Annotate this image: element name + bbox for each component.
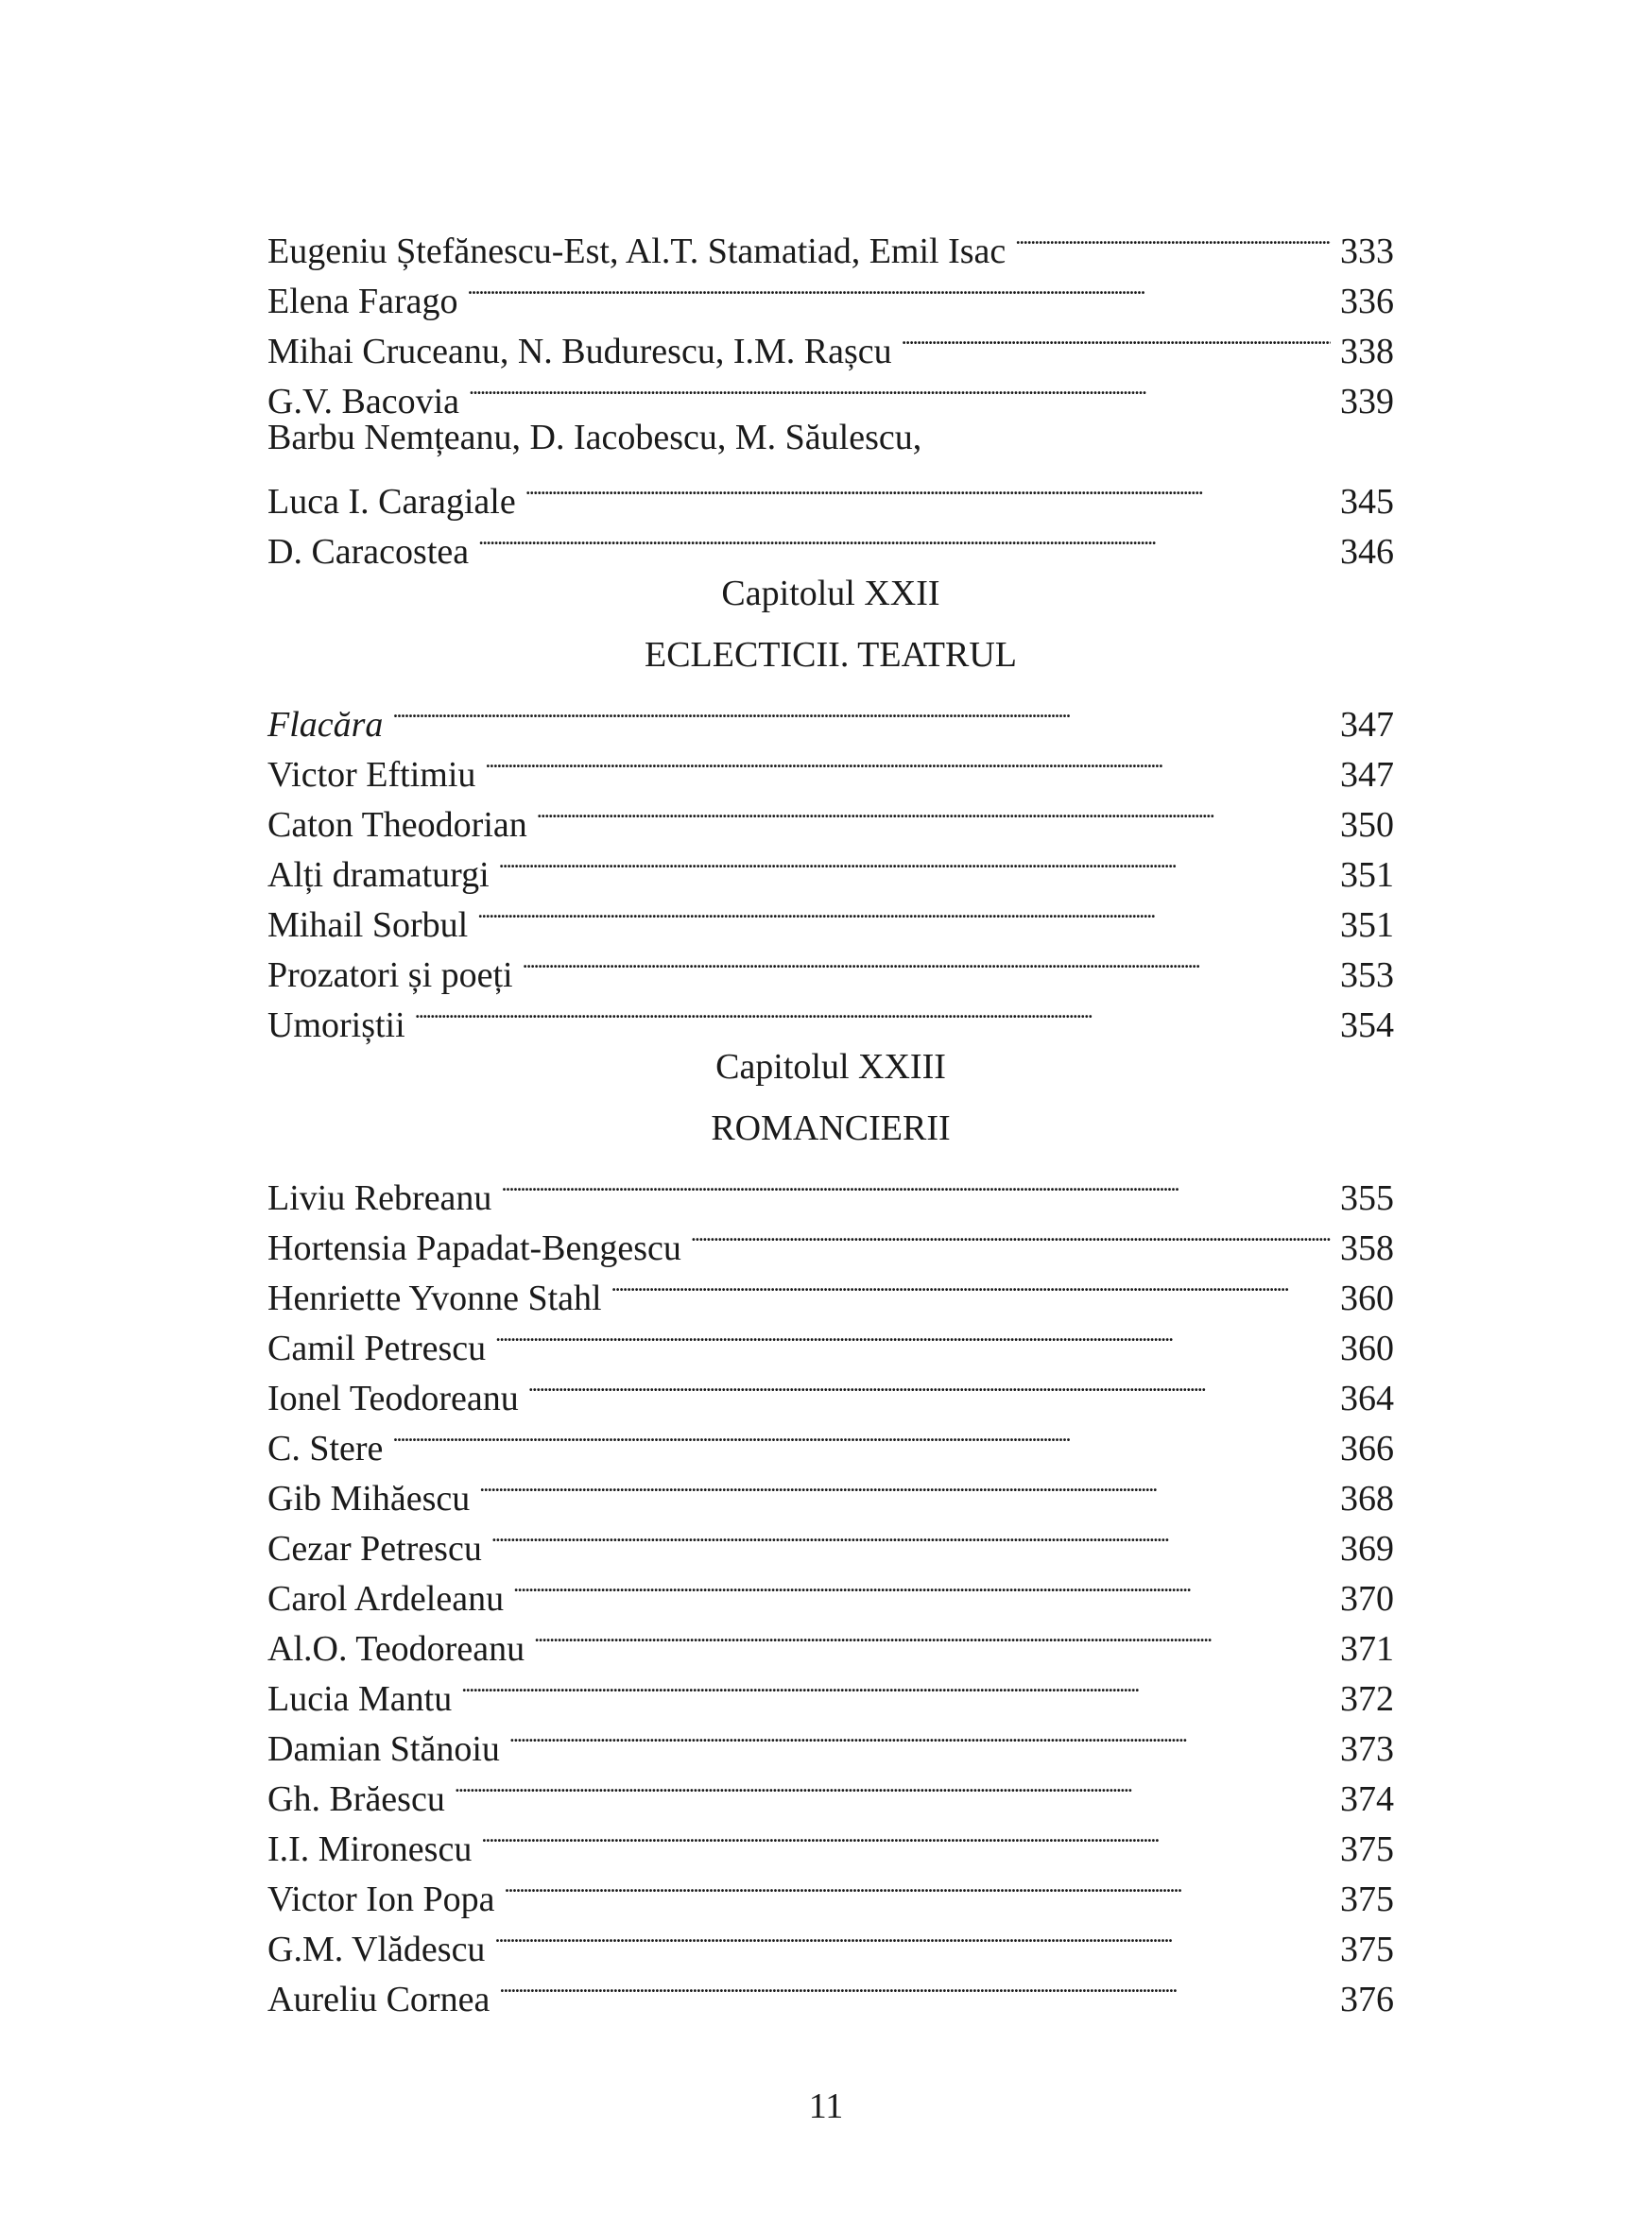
- toc-entry-page: 350: [1340, 805, 1394, 845]
- toc-entry-page: 351: [1340, 905, 1394, 945]
- toc-entry-title: G.M. Vlădescu: [267, 1930, 486, 1969]
- dot-leader: [691, 1210, 1331, 1260]
- toc-entry-page: 333: [1340, 232, 1394, 271]
- toc-entry-page: 338: [1340, 332, 1394, 371]
- toc-entry-page: 375: [1340, 1829, 1394, 1869]
- toc-entry-page: 364: [1340, 1379, 1394, 1418]
- toc-entry-page: 353: [1340, 955, 1394, 995]
- toc-entry-page: 374: [1340, 1779, 1394, 1819]
- toc-entry-page: 336: [1340, 282, 1394, 321]
- toc-entry-page: 375: [1340, 1930, 1394, 1969]
- toc-entry-title: Elena Farago: [267, 282, 458, 321]
- toc-entry-title: Barbu Nemțeanu, D. Iacobescu, M. Săulescu,: [267, 418, 922, 457]
- dot-leader: [478, 513, 1331, 563]
- toc-entry-page: 339: [1340, 382, 1394, 421]
- toc-entry-page: 358: [1340, 1228, 1394, 1268]
- toc-entry-page: 373: [1340, 1729, 1394, 1769]
- dot-leader: [491, 1510, 1331, 1560]
- dot-leader: [495, 1310, 1331, 1360]
- toc-entry-title: Eugeniu Ștefănescu-Est, Al.T. Stamatiad, Emil Isac: [267, 232, 1007, 271]
- toc-entry: [267, 987, 1394, 1045]
- toc-entry-title: Damian Stănoiu: [267, 1729, 500, 1769]
- toc-entry-title: Cezar Petrescu: [267, 1529, 482, 1569]
- toc-entry: [267, 736, 1394, 795]
- toc-entry: [267, 1410, 1394, 1468]
- dot-leader: [611, 1260, 1331, 1310]
- dot-leader: [392, 686, 1331, 736]
- dot-leader: [504, 1861, 1331, 1911]
- dot-leader: [501, 1159, 1331, 1210]
- toc-entry: [267, 1159, 1394, 1218]
- chapter-title: ECLECTICII. TEATRUL: [644, 635, 1018, 675]
- dot-leader: [528, 1360, 1331, 1410]
- toc-entry-page: 366: [1340, 1429, 1394, 1468]
- dot-leader: [499, 836, 1331, 886]
- toc-entry-title: Al.O. Teodoreanu: [267, 1629, 525, 1669]
- toc-entry-title: C. Stere: [267, 1429, 384, 1468]
- table-of-contents: [267, 213, 1394, 2019]
- dot-leader: [523, 936, 1331, 987]
- toc-entry-title: Mihai Cruceanu, N. Budurescu, I.M. Rașcu: [267, 332, 892, 371]
- toc-entry-title: Alți dramaturgi: [267, 855, 490, 895]
- dot-leader: [415, 987, 1331, 1037]
- dot-leader: [534, 1610, 1331, 1660]
- dot-leader: [499, 1961, 1331, 2011]
- toc-entry-title: Aureliu Cornea: [267, 1980, 490, 2019]
- toc-entry-title: Carol Ardeleanu: [267, 1579, 505, 1619]
- toc-entry-title: Victor Ion Popa: [267, 1880, 495, 1919]
- dot-leader: [469, 363, 1331, 413]
- toc-entry: [267, 463, 1394, 522]
- toc-entry-title: G.V. Bacovia: [267, 382, 459, 421]
- toc-entry-page: 347: [1340, 755, 1394, 795]
- dot-leader: [1015, 213, 1331, 263]
- dot-leader: [461, 1660, 1331, 1710]
- dot-leader: [479, 1460, 1331, 1510]
- dot-leader: [455, 1760, 1331, 1811]
- toc-entry-title: D. Caracostea: [267, 532, 470, 572]
- toc-entry-page: 375: [1340, 1880, 1394, 1919]
- toc-entry-title: Liviu Rebreanu: [267, 1178, 492, 1218]
- toc-entry-page: 345: [1340, 482, 1394, 522]
- toc-entry-title: Victor Eftimiu: [267, 755, 476, 795]
- toc-entry-page: 370: [1340, 1579, 1394, 1619]
- toc-entry-title: Mihail Sorbul: [267, 905, 469, 945]
- chapter-title: ROMANCIERII: [711, 1108, 951, 1148]
- page-number: 11: [808, 2086, 844, 2126]
- toc-entry-title: Caton Theodorian: [267, 805, 527, 845]
- toc-entry: [267, 1460, 1394, 1519]
- toc-entry-title: Luca I. Caragiale: [267, 482, 516, 522]
- toc-entry-page: 369: [1340, 1529, 1394, 1569]
- toc-entry-title: Henriette Yvonne Stahl: [267, 1279, 602, 1318]
- toc-entry-title: Gib Mihăescu: [267, 1479, 471, 1519]
- toc-entry-page: 360: [1340, 1329, 1394, 1368]
- dot-leader: [525, 463, 1331, 513]
- dot-leader: [494, 1911, 1331, 1961]
- toc-entry: [267, 413, 1394, 463]
- dot-leader: [537, 786, 1331, 836]
- dot-leader: [902, 313, 1331, 363]
- dot-leader: [509, 1710, 1331, 1760]
- chapter-number: Capitolul XXIII: [715, 1047, 946, 1087]
- dot-leader: [477, 886, 1331, 936]
- toc-entry-page: 346: [1340, 532, 1394, 572]
- toc-entry-title: Lucia Mantu: [267, 1679, 453, 1719]
- toc-entry-page: 351: [1340, 855, 1394, 895]
- toc-entry-title: Prozatori și poeți: [267, 955, 513, 995]
- toc-entry-page: 372: [1340, 1679, 1394, 1719]
- toc-entry: [267, 213, 1394, 271]
- toc-entry-page: 355: [1340, 1178, 1394, 1218]
- toc-entry-title: Hortensia Papadat-Bengescu: [267, 1228, 681, 1268]
- toc-entry-page: 376: [1340, 1980, 1394, 2019]
- toc-entry: [267, 686, 1394, 745]
- toc-entry-title: Ionel Teodoreanu: [267, 1379, 519, 1418]
- toc-entry-title: Umoriștii: [267, 1005, 405, 1045]
- dot-leader: [392, 1410, 1331, 1460]
- chapter-number: Capitolul XXII: [721, 574, 940, 613]
- dot-leader: [468, 263, 1331, 313]
- toc-entry-title: Camil Petrescu: [267, 1329, 487, 1368]
- toc-entry-title: Gh. Brăescu: [267, 1779, 445, 1819]
- toc-entry-page: 347: [1340, 705, 1394, 745]
- toc-entry-page: 371: [1340, 1629, 1394, 1669]
- dot-leader: [485, 736, 1331, 786]
- toc-entry-title: Flacăra: [267, 705, 384, 745]
- toc-entry-title: I.I. Mironescu: [267, 1829, 473, 1869]
- toc-entry-page: 354: [1340, 1005, 1394, 1045]
- dot-leader: [481, 1811, 1331, 1861]
- toc-entry-page: 360: [1340, 1279, 1394, 1318]
- dot-leader: [513, 1560, 1331, 1610]
- toc-entry-page: 368: [1340, 1479, 1394, 1519]
